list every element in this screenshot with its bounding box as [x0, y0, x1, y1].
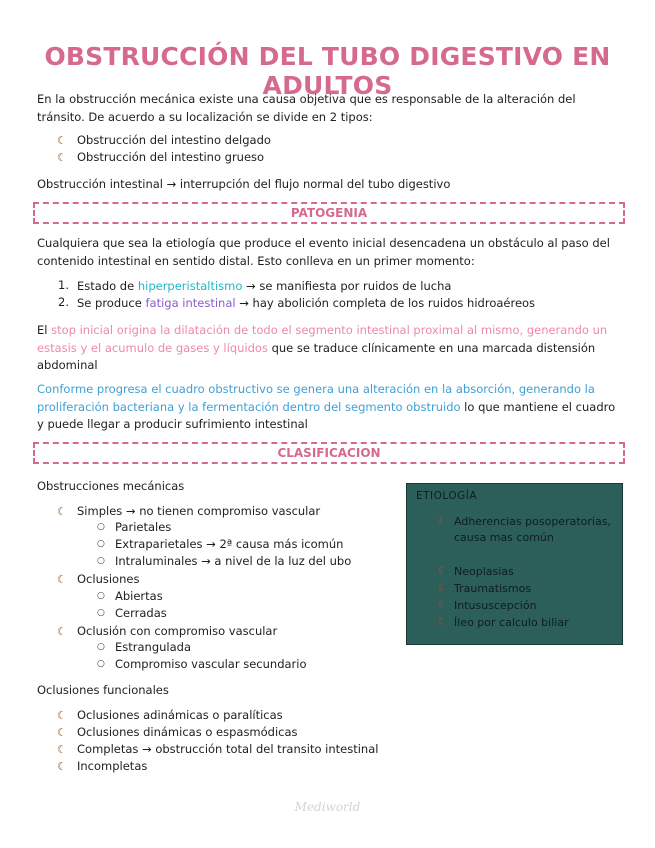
etiologia-item: Adherencias posoperatorias, causa mas común	[454, 515, 611, 544]
circle-bullet-icon: ○	[97, 539, 105, 549]
moon-bullet-icon: ☾	[57, 505, 67, 518]
highlight-text: Conforme progresa el cuadro obstructivo se genera una alteración en la absorción, generando la proliferación bacteriana y la fermentación dentro del segmento obstruido	[37, 382, 595, 414]
patogenia-step: Estado de hiperperistaltismo → se manifiesta por ruidos de lucha	[77, 279, 452, 293]
circle-bullet-icon: ○	[97, 522, 105, 532]
class-item: Oclusión con compromiso vascular	[77, 624, 278, 638]
moon-bullet-icon: ☾	[57, 709, 67, 722]
highlight-text: fatiga intestinal	[145, 296, 236, 310]
intro-paragraph: En la obstrucción mecánica existe una causa objetiva que es responsable de la alteración del tránsito. De acuerdo a su localización se divide en 2 tipos:	[37, 92, 576, 124]
class-subitem: Compromiso vascular secundario	[115, 657, 307, 671]
patogenia-step: Se produce fatiga intestinal → hay abolición completa de los ruidos hidroaéreos	[77, 296, 536, 310]
moon-bullet-icon: ☾	[57, 134, 67, 147]
circle-bullet-icon: ○	[97, 659, 105, 669]
moon-bullet-icon: ☾	[57, 625, 67, 638]
footer-watermark: Mediworld	[294, 800, 361, 814]
class-subitem: Abiertas	[115, 589, 163, 603]
etiologia-title: ETIOLOGÍA	[416, 490, 478, 502]
class-subitem: Parietales	[115, 520, 172, 534]
moon-bullet-icon: ☾	[438, 516, 447, 527]
step-number: 2.	[58, 295, 69, 309]
funcional-item: Completas → obstrucción total del transito intestinal	[77, 742, 379, 756]
page-title: OBSTRUCCIÓN DEL TUBO DIGESTIVO EN ADULTOS	[44, 42, 611, 100]
intro-item: Obstrucción del intestino grueso	[77, 150, 265, 164]
moon-bullet-icon: ☾	[438, 566, 447, 577]
class-subitem: Cerradas	[115, 606, 167, 620]
class-subitem: Extraparietales → 2ª causa más icomún	[115, 537, 344, 551]
funcional-item: Oclusiones dinámicas o espasmódicas	[77, 725, 298, 739]
moon-bullet-icon: ☾	[57, 573, 67, 586]
circle-bullet-icon: ○	[97, 608, 105, 618]
definition-line: Obstrucción intestinal → interrupción del flujo normal del tubo digestivo	[37, 177, 451, 191]
moon-bullet-icon: ☾	[438, 617, 447, 628]
step-number: 1.	[58, 278, 69, 292]
moon-bullet-icon: ☾	[57, 760, 67, 773]
class-item: Simples → no tienen compromiso vascular	[77, 504, 321, 518]
highlight-text: stop inicial origina la dilatación de todo el segmento intestinal proximal al mismo, generando un estasis y el acumulo de gases y líquidos	[37, 323, 608, 355]
mecanicas-label: Obstrucciones mecánicas	[37, 479, 185, 493]
section-heading-patogenia: PATOGENIA	[33, 202, 625, 224]
circle-bullet-icon: ○	[97, 642, 105, 652]
class-item: Oclusiones	[77, 572, 140, 586]
patogenia-paragraph-2: El stop inicial origina la dilatación de todo el segmento intestinal proximal al mismo, generando un estasis y el acumulo de gases y líquidos que se traduce clínicamente en una marcada distensión abdominal	[37, 323, 608, 372]
moon-bullet-icon: ☾	[438, 583, 447, 594]
funcional-item: Incompletas	[77, 759, 148, 773]
moon-bullet-icon: ☾	[57, 151, 67, 164]
circle-bullet-icon: ○	[97, 556, 105, 566]
class-subitem: Intraluminales → a nivel de la luz del ubo	[115, 554, 352, 568]
patogenia-paragraph: Cualquiera que sea la etiología que produce el evento inicial desencadena un obstáculo al paso del contenido intestinal en sentido distal. Esto conlleva en un primer momento:	[37, 236, 610, 268]
moon-bullet-icon: ☾	[438, 600, 447, 611]
etiologia-box	[406, 483, 623, 645]
section-heading-clasificacion: CLASIFICACION	[33, 442, 625, 464]
moon-bullet-icon: ☾	[57, 726, 67, 739]
highlight-text: hiperperistaltismo	[137, 279, 243, 293]
etiologia-item: Intususcepción	[454, 599, 537, 612]
circle-bullet-icon: ○	[97, 591, 105, 601]
funcional-item: Oclusiones adinámicas o paralíticas	[77, 708, 283, 722]
class-subitem: Estrangulada	[115, 640, 192, 654]
funcionales-label: Oclusiones funcionales	[37, 683, 169, 697]
moon-bullet-icon: ☾	[57, 743, 67, 756]
etiologia-item: Traumatismos	[454, 582, 532, 595]
etiologia-item: Íleo por calculo biliar	[454, 616, 569, 629]
etiologia-item: Neoplasias	[454, 565, 514, 578]
patogenia-paragraph-3: Conforme progresa el cuadro obstructivo se genera una alteración en la absorción, generando la proliferación bacteriana y la fermentación dentro del segmento obstruido lo que mantiene el cuadro y puede llegar a producir sufrimiento intestinal	[37, 382, 616, 431]
intro-item: Obstrucción del intestino delgado	[77, 133, 271, 147]
